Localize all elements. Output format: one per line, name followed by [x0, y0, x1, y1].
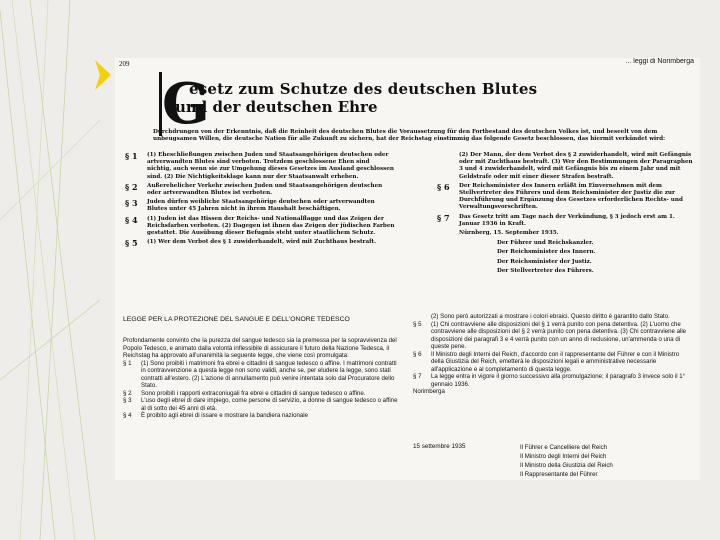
italian-title: LEGGE PER LA PROTEZIONE DEL SANGUE E DELL'ONORE TEDESCO	[123, 316, 350, 323]
paragraph-text: Il Ministro degli Interni del Reich, d'accordo con il rappresentante del Führer e con il Ministro della Giustizia del Reich, emetterà le disposizioni legali e amministrative necessarie all'applicazione e al completamento di questa legge.	[431, 350, 680, 373]
paragraph-text: (1) Wer dem Verbot des § 1 zuwiderhandelt, wird mit Zuchthaus bestraft.	[147, 239, 377, 246]
paragraph-number	[413, 313, 431, 321]
signer-line: Der Reichsminister des Innern.	[497, 249, 596, 256]
german-right-column	[437, 152, 695, 277]
italian-paragraph	[123, 412, 401, 420]
german-paragraph	[437, 152, 695, 181]
paragraph-text: Das Gesetz tritt am Tage nach der Verkündung, § 3 jedoch erst am 1. Januar 1936 in Kraft.	[459, 213, 675, 227]
paragraph-number: § 5	[125, 238, 138, 249]
paragraph-number: § 1	[123, 359, 132, 367]
german-paragraph	[437, 214, 695, 228]
paragraph-number: § 3	[125, 198, 138, 209]
paragraph-number: § 2	[125, 181, 138, 192]
paragraph-text: Der Reichsminister des Innern erläßt im Einvernehmen mit dem Stellvertreter des Führers und dem Reichsminister der Justiz die zur Durchführung und Ergänzung des Gesetzes erforderlichen Rechts- und Verwaltungsvorschriften.	[459, 182, 683, 211]
paragraph-number: § 6	[413, 350, 422, 358]
paragraph-text: (1) Sono proibiti i matrimoni fra ebrei e cittadini di sangue tedesco o affine. I matrimoni contratti in contravvenzione a questa legge non sono validi, anche se, per eludere la legge, sono stati contratti all'estero. (2) L'azione di annullamento può venire intentata solo dal Procuratore dello Stato.	[141, 359, 397, 389]
german-title-line2: und der deutschen Ehre	[175, 98, 378, 116]
signer-line: Der Führer und Reichskanzler.	[497, 240, 594, 247]
paragraph-number: § 2	[123, 389, 132, 397]
paragraph-text: (2) Der Mann, der dem Verbot des § 2 zuwiderhandelt, wird mit Gefängnis oder mit Zuchthaus bestraft. (3) Wer den Bestimmungen der Paragraphen 3 und 4 zuwiderhandelt, wird mit Gefängnis bis zu einem Jahr und mit Geldstrafe oder mit einer dieser Strafen bestraft.	[459, 152, 693, 180]
paragraph-number: § 1	[125, 151, 138, 161]
paragraph-text: Sono proibiti i rapporti extraconiugali fra ebrei e cittadini di sangue tedesco o affine.	[141, 389, 366, 397]
german-paragraph	[125, 199, 395, 213]
italian-signers	[520, 443, 613, 479]
paragraph-text: La legge entra in vigore il giorno successivo alla promulgazione; il paragrafo 3 invece solo il 1° gennaio 1936.	[431, 373, 686, 388]
german-paragraph	[437, 183, 695, 212]
signer-line: Der Stellvertreter des Führers.	[497, 267, 594, 274]
paragraph-text: Außerehelicher Verkehr zwischen Juden und Staatsangehörigen deutschen oder artverwandten Blutes ist verboten.	[147, 182, 383, 197]
paragraph-number	[437, 152, 459, 181]
document-scan	[115, 58, 700, 480]
paragraph-number: § 7	[413, 373, 422, 380]
paragraph-text: (2) Sono però autorizzati a mostrare i colori ebraici. Questo diritto è garantito dallo Stato.	[431, 313, 670, 320]
paragraph-number: § 6	[437, 181, 450, 192]
signer-line: Il Führer e Cancelliere del Reich	[520, 444, 608, 451]
italian-place: Norimberga	[413, 388, 445, 395]
paragraph-number: § 7	[437, 212, 450, 223]
german-paragraph	[125, 152, 395, 181]
paragraph-text: (1) Eheschließungen zwischen Juden und Staatsangehörigen deutschen oder artverwandten Blutes sind verboten. Trotzdem geschlossene Ehen sind nichtig, auch wenn sie zur Umgehung dieses Gesetzes im Ausland geschlossen sind. (2) Die Nichtigkeitsklage kann nur der Staatsanwalt erheben.	[147, 152, 394, 180]
german-paragraph	[125, 239, 395, 248]
italian-date: 15 settembre 1935	[413, 443, 466, 450]
italian-paragraph	[413, 351, 693, 374]
paragraph-number: § 3	[123, 397, 132, 404]
italian-paragraph	[123, 390, 401, 398]
german-signers	[497, 240, 695, 275]
german-title-line1: esetz zum Schutze des deutschen Blutes	[189, 80, 538, 98]
paragraph-text: (1) Chi contravviene alle disposizioni del § 1 verrà punito con pena detentiva. (2) L'uomo che contravviene alle disposizioni del § 2 verrà punito con pena detentiva. (3) Chi contravviene alle disposizioni dei paragrafi 3 e 4 verrà punito con un anno di reclusione, un'ammenda o una di queste pene.	[431, 320, 687, 350]
italian-paragraph	[413, 321, 693, 351]
paragraph-number: § 4	[125, 214, 138, 225]
italian-left-column	[123, 337, 401, 420]
italian-preamble: Profondamente convinto che la purezza del sangue tedesco sia la premessa per la sopravvivenza del Popolo Tedesco, e animato dalla volontà inflessibile di assicurare il futuro della Nazione Tedesca, il Reichstag ha approvato all'unanimità la seguente legge, che viene così promulgata:	[123, 337, 397, 359]
signer-line: Der Reichsminister der Justiz.	[497, 258, 592, 265]
german-preamble: Durchdrungen von der Erkenntnis, daß die Reinheit des deutschen Blutes die Voraussetzung für den Fortbestand des deutschen Volkes ist, und beseelt von dem unbeugsamen Willen, die deutsche Nation für alle Zukunft zu sichern, hat der Reichstag einstimmig das folgende Gesetz beschlossen, das hiermit verkündet wird:	[153, 129, 666, 142]
german-date: Nürnberg, 15. September 1935.	[459, 230, 559, 237]
italian-paragraph	[123, 397, 401, 412]
paragraph-number: § 5	[413, 320, 422, 328]
paragraph-number: § 4	[123, 412, 132, 419]
paragraph-text: È proibito agli ebrei di issare e mostrare la bandiera nazionale	[141, 412, 308, 419]
gothic-initial: G	[159, 72, 188, 136]
paragraph-text: L'uso degli ebrei di dare impiego, come persone di servizio, a donne di sangue tedesco o affine al di sotto dei 45 anni di età.	[141, 397, 398, 412]
german-left-column	[125, 152, 395, 250]
paragraph-text: (1) Juden ist das Hissen der Reichs- und Nationalflagge und das Zeigen der Reichsfarben verboten. (2) Dagegen ist ihnen das Zeigen der jüdischen Farben gestattet. Die Ausübung dieser Befugnis steht unter staatlichem Schutz.	[147, 215, 395, 237]
german-paragraph	[125, 216, 395, 238]
italian-paragraph	[413, 313, 693, 321]
page-reference: ... leggi di Norimberga	[625, 58, 694, 65]
signer-line: Il Rappresentante del Führer	[520, 471, 598, 478]
paragraph-text: Juden dürfen weibliche Staatsangehörige deutschen oder artverwandten Blutes unter 45 Jahren nicht in ihrem Haushalt beschäftigen.	[147, 199, 375, 213]
decorative-lines	[0, 0, 100, 540]
german-paragraph	[125, 183, 395, 197]
italian-paragraph	[413, 373, 693, 388]
bullet-arrow-icon	[95, 60, 111, 90]
signer-line: Il Ministro della Giustizia del Reich	[520, 462, 613, 469]
italian-paragraph	[123, 360, 401, 390]
signer-line: Il Ministro degli Interni del Reich	[520, 453, 607, 460]
page-number: 209	[119, 60, 130, 68]
italian-right-column	[413, 313, 693, 396]
